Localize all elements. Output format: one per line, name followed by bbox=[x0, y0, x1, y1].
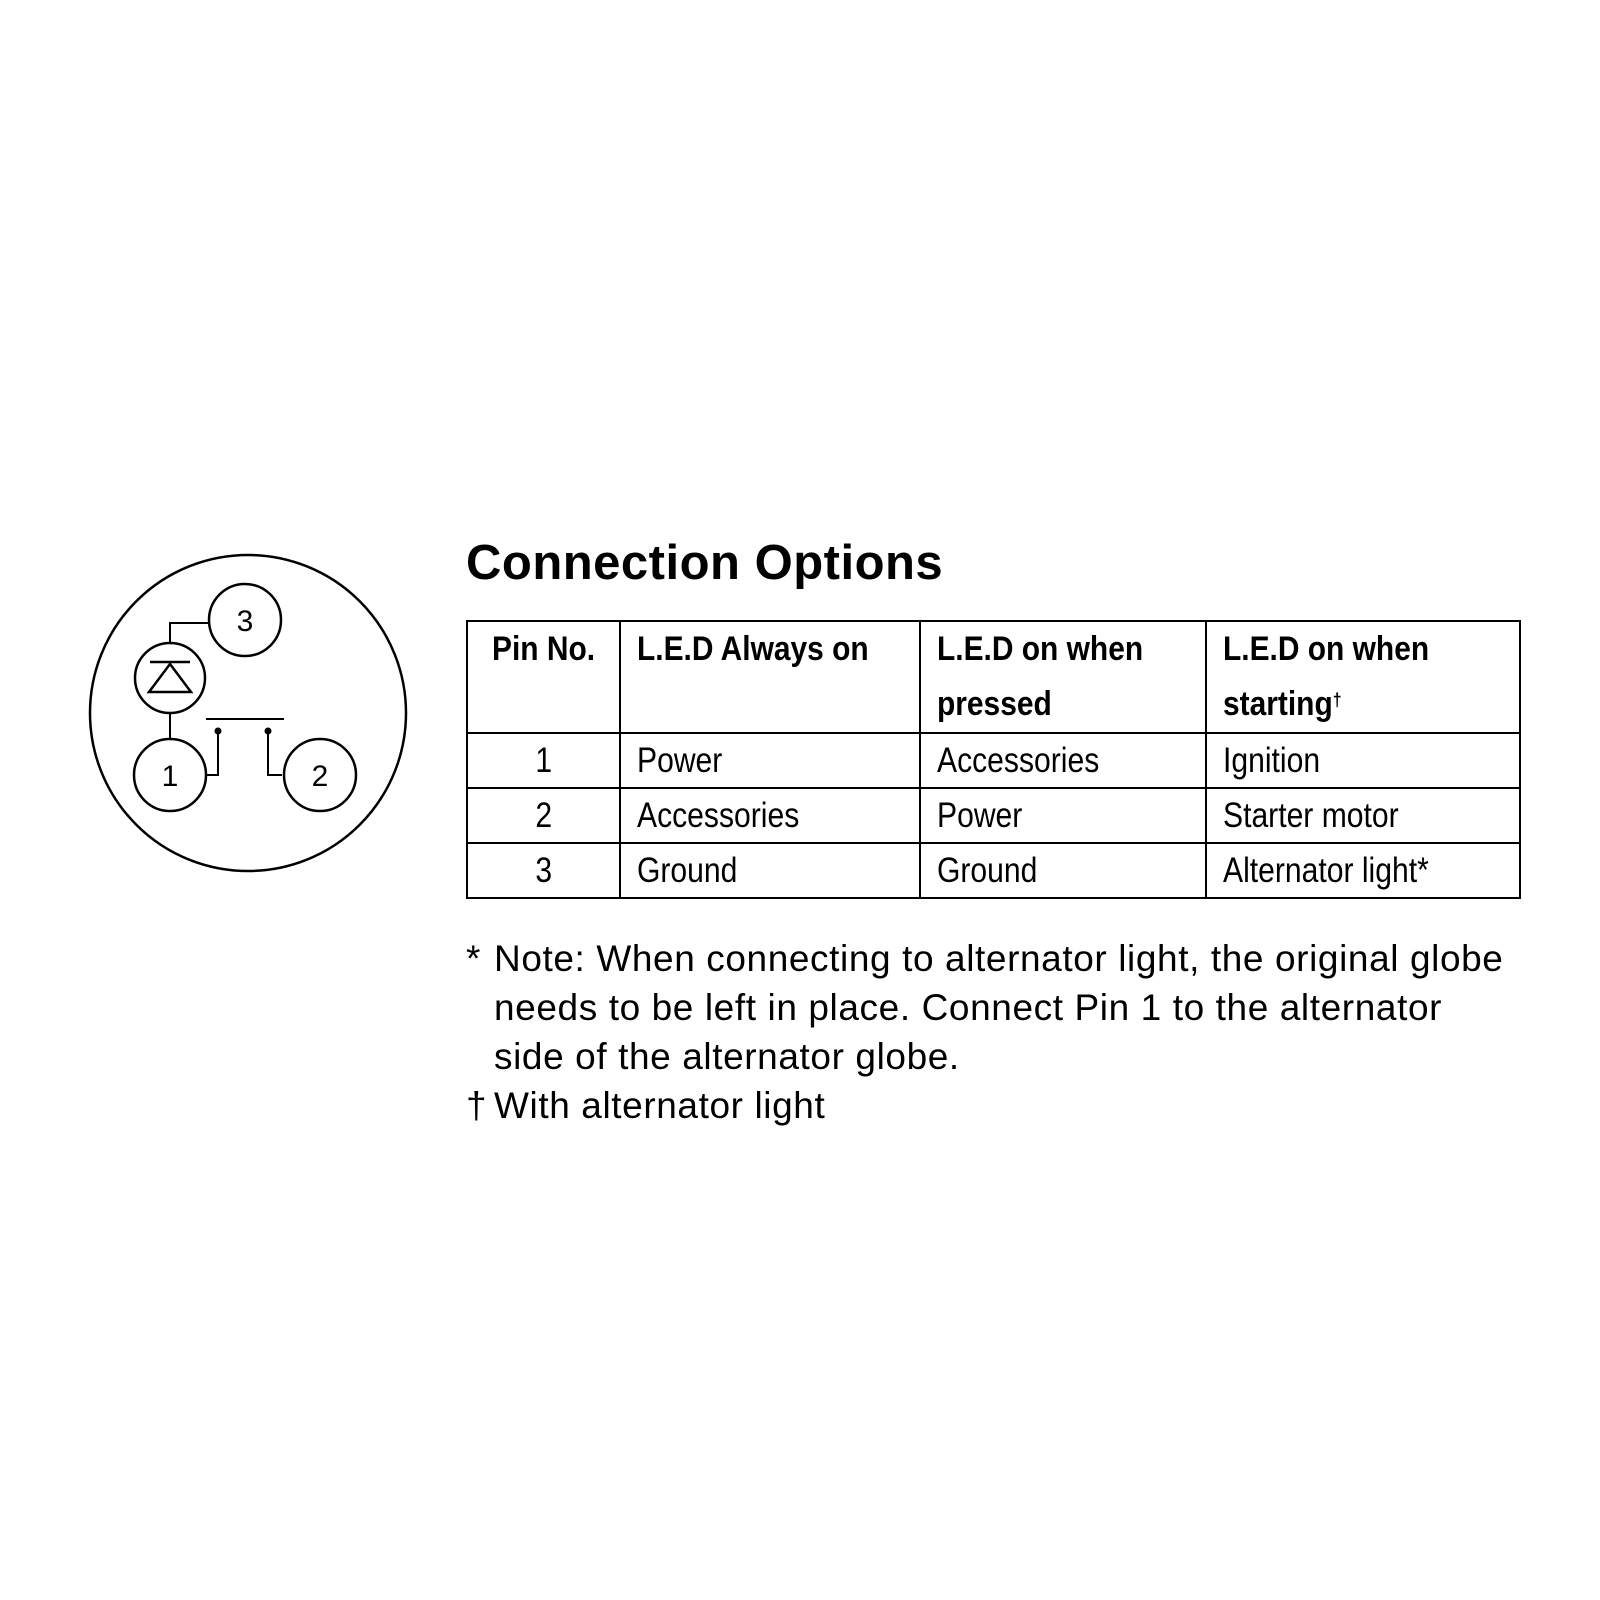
cell-led-on-when-pressed: Power bbox=[920, 788, 1206, 843]
pin-1-label: 1 bbox=[161, 760, 179, 793]
pin-2-label: 2 bbox=[311, 760, 329, 793]
cell-led-on-when-starting: Ignition bbox=[1206, 733, 1520, 788]
footnotes bbox=[466, 934, 1516, 1130]
switch-wiring-diagram bbox=[88, 553, 408, 873]
cell-led-on-when-starting: Starter motor bbox=[1206, 788, 1520, 843]
cell-led-always-on: Accessories bbox=[620, 788, 920, 843]
cell-led-always-on: Power bbox=[620, 733, 920, 788]
table-row bbox=[467, 843, 1520, 898]
cell-pin-no: 3 bbox=[467, 843, 620, 898]
cell-led-on-when-pressed: Ground bbox=[920, 843, 1206, 898]
pin-2 bbox=[284, 739, 356, 811]
table-header-row bbox=[467, 621, 1520, 733]
footnote-mark: † bbox=[466, 1085, 488, 1126]
pin-3 bbox=[209, 584, 281, 656]
footnote-asterisk bbox=[466, 934, 1516, 1081]
header-led-on-when-starting: L.E.D on when starting† bbox=[1206, 621, 1520, 733]
led-symbol bbox=[135, 643, 205, 713]
footnote-mark: * bbox=[466, 938, 481, 979]
header-led-always-on: L.E.D Always on bbox=[620, 621, 920, 733]
footnote-dagger bbox=[466, 1081, 1516, 1130]
dagger-mark: † bbox=[1332, 690, 1342, 710]
cell-led-on-when-pressed: Accessories bbox=[920, 733, 1206, 788]
page-title: Connection Options bbox=[466, 536, 944, 590]
cell-pin-no: 1 bbox=[467, 733, 620, 788]
pin-3-label: 3 bbox=[236, 605, 254, 638]
pin-1 bbox=[134, 739, 206, 811]
cell-led-on-when-starting: Alternator light* bbox=[1206, 843, 1520, 898]
footnote-text: Note: When connecting to alternator light, the original globe needs to be left in place. Connect Pin 1 to the alternator side of the alternator globe. bbox=[494, 938, 1504, 1077]
cell-pin-no: 2 bbox=[467, 788, 620, 843]
cell-led-always-on: Ground bbox=[620, 843, 920, 898]
switch-contact-right bbox=[265, 728, 272, 735]
footnote-text: With alternator light bbox=[494, 1085, 826, 1126]
table-row bbox=[467, 733, 1520, 788]
header-led-on-when-pressed: L.E.D on when pressed bbox=[920, 621, 1206, 733]
header-pin-no: Pin No. bbox=[467, 621, 620, 733]
table-row bbox=[467, 788, 1520, 843]
switch-contact-left bbox=[215, 728, 222, 735]
connection-options-table bbox=[466, 620, 1521, 899]
